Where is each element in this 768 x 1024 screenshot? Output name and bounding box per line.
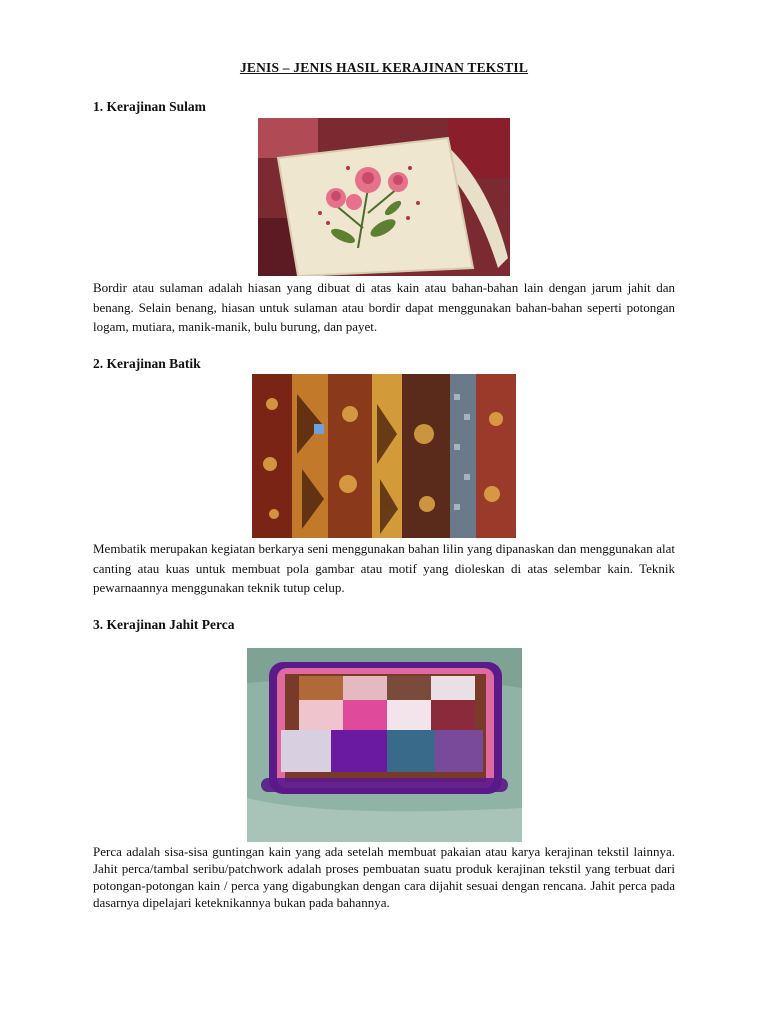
embroidery-photo xyxy=(258,118,510,276)
page-title: JENIS – JENIS HASIL KERAJINAN TEKSTIL xyxy=(239,60,529,75)
section-heading-batik: 2. Kerajinan Batik xyxy=(93,356,201,371)
section-heading-sulam: 1. Kerajinan Sulam xyxy=(93,99,206,114)
batik-photo xyxy=(252,374,516,538)
paragraph-perca: Perca adalah sisa-sisa guntingan kain yang ada setelah membuat pakaian atau karya kerajinan tekstil lainnya. Jahit perca/tambal seribu/patchwork adalah proses pembuatan suatu produk kerajinan tekstil yang terbuat dari potongan-potongan kain / perca yang digabungkan dengan cara dijahit sesuai dengan rencana. Jahit perca pada dasarnya dipelajari keteknikannya bukan pada bahannya. xyxy=(93,844,675,910)
section-heading-perca: 3. Kerajinan Jahit Perca xyxy=(93,617,235,632)
paragraph-batik: Membatik merupakan kegiatan berkarya seni menggunakan bahan lilin yang dipanaskan dan menggunakan alat canting atau kuas untuk membuat pola gambar atau motif yang dioleskan di atas selembar kain. Teknik pewarnaannya menggunakan teknik tutup celup. xyxy=(93,541,675,595)
patchwork-photo xyxy=(247,648,522,842)
paragraph-sulam: Bordir atau sulaman adalah hiasan yang dibuat di atas kain atau bahan-bahan lain dengan jarum jahit dan benang. Selain benang, hiasan untuk sulaman atau bordir dapat menggunakan bahan-bahan seperti potongan logam, mutiara, manik-manik, bulu burung, dan payet. xyxy=(93,280,675,334)
